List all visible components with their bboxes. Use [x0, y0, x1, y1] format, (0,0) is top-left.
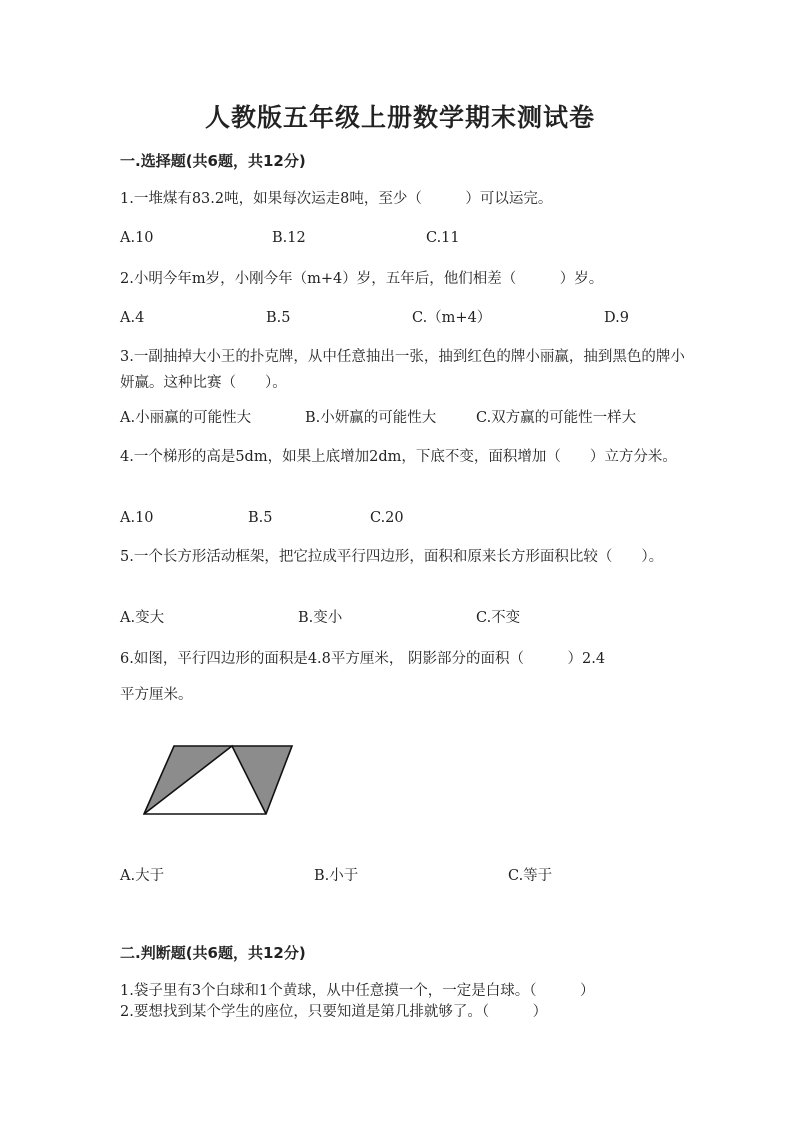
parallelogram-figure: [140, 738, 300, 822]
question-5: 5.一个长方形活动框架，把它拉成平行四边形，面积和原来长方形面积比较（ ）。: [120, 549, 664, 565]
q6-option-c: C.等于: [508, 868, 553, 884]
q3-option-a: A.小丽赢的可能性大: [120, 410, 252, 426]
q1-option-c: C.11: [426, 230, 460, 246]
question-6: 6.如图，平行四边形的面积是4.8平方厘米， 阴影部分的面积（ ）2.4: [120, 651, 606, 667]
q2-option-b: B.5: [266, 310, 291, 326]
q4-option-a: A.10: [120, 510, 154, 526]
q3-option-b: B.小妍赢的可能性大: [305, 410, 437, 426]
judgement-1: 1.袋子里有3个白球和1个黄球，从中任意摸一个，一定是白球。（ ）: [120, 983, 595, 999]
q6-option-b: B.小于: [314, 868, 359, 884]
q2-option-c: C.（m+4）: [412, 310, 492, 326]
section-2-heading: 二.判断题(共6题，共12分): [120, 944, 306, 962]
q2-option-d: D.9: [604, 310, 629, 326]
shaded-triangle-right: [232, 746, 292, 814]
q5-option-c: C.不变: [476, 610, 521, 626]
question-2: 2.小明今年m岁，小刚今年（m+4）岁，五年后，他们相差（ ）岁。: [120, 271, 604, 287]
q5-option-b: B.变小: [298, 610, 343, 626]
q1-option-b: B.12: [272, 230, 306, 246]
q1-option-a: A.10: [120, 230, 154, 246]
judgement-2: 2.要想找到某个学生的座位，只要知道是第几排就够了。（ ）: [120, 1004, 548, 1020]
q6-option-a: A.大于: [120, 868, 165, 884]
question-4: 4.一个梯形的高是5dm，如果上底增加2dm，下底不变，面积增加（ ）立方分米。: [120, 449, 677, 465]
question-1: 1.一堆煤有83.2吨，如果每次运走8吨，至少（ ）可以运完。: [120, 191, 553, 207]
q5-option-a: A.变大: [120, 610, 165, 626]
page-title: 人教版五年级上册数学期末测试卷: [204, 103, 595, 132]
question-6-continued: 平方厘米。: [120, 687, 193, 703]
q2-option-a: A.4: [120, 310, 145, 326]
q4-option-c: C.20: [370, 510, 404, 526]
q4-option-b: B.5: [248, 510, 273, 526]
section-1-heading: 一.选择题(共6题，共12分): [120, 152, 306, 170]
question-3: 3.一副抽掉大小王的扑克牌，从中任意抽出一张，抽到红色的牌小丽赢，抽到黑色的牌小妍赢。这种比赛（ ）。: [120, 349, 685, 391]
q3-option-c: C.双方赢的可能性一样大: [476, 410, 637, 426]
